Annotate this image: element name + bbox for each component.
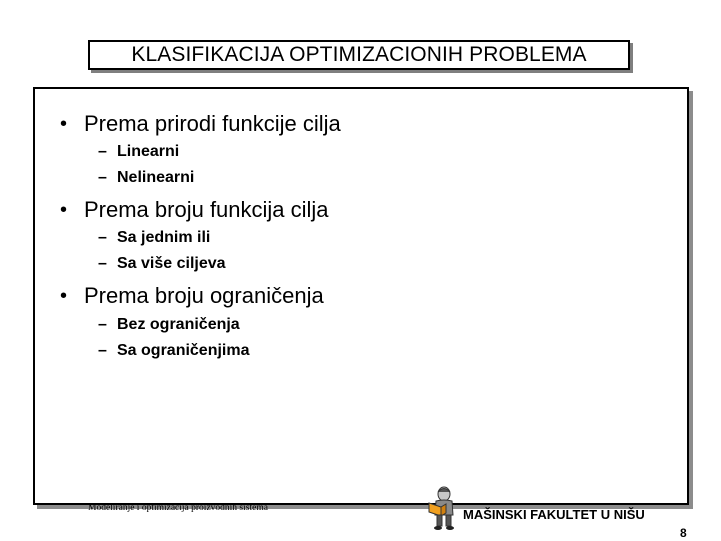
bullet-dot: • xyxy=(60,198,68,221)
bullet-dot: • xyxy=(60,284,68,307)
sub-item-label: Sa više ciljeva xyxy=(117,255,226,272)
footer-faculty-name: MAŠINSKI FAKULTET U NIŠU xyxy=(463,507,645,522)
sub-item-label: Nelinearni xyxy=(117,169,195,186)
sub-item-label: Sa jednim ili xyxy=(117,229,211,246)
bullet-item-2 xyxy=(60,197,329,223)
sub-item xyxy=(98,316,240,334)
sub-item-label: Bez ograničenja xyxy=(117,316,240,333)
bullet-item-3 xyxy=(60,283,324,309)
sub-item xyxy=(98,255,226,273)
slide-title: KLASIFIKACIJA OPTIMIZACIONIH PROBLEMA xyxy=(131,43,587,66)
title-box xyxy=(88,40,630,70)
bullet-item-1 xyxy=(60,111,341,137)
dash-marker: – xyxy=(98,143,107,160)
dash-marker: – xyxy=(98,255,107,272)
sub-item xyxy=(98,169,194,187)
dash-marker: – xyxy=(98,229,107,246)
bullet-label: Prema broju funkcija cilja xyxy=(84,197,329,222)
bullet-label: Prema broju ograničenja xyxy=(84,283,324,308)
page-number: 8 xyxy=(680,526,687,540)
sub-item xyxy=(98,143,179,161)
dash-marker: – xyxy=(98,169,107,186)
sub-item xyxy=(98,229,210,247)
bullet-label: Prema prirodi funkcije cilja xyxy=(84,111,341,136)
sub-item-label: Linearni xyxy=(117,143,180,160)
footer-course-name: Modeliranje i optimizacija proizvodnih sistema xyxy=(88,503,268,513)
bullet-dot: • xyxy=(60,112,68,135)
sub-item-label: Sa ograničenjima xyxy=(117,342,250,359)
content-box xyxy=(33,87,689,505)
student-reading-icon xyxy=(425,485,463,531)
sub-item xyxy=(98,342,250,360)
dash-marker: – xyxy=(98,316,107,333)
dash-marker: – xyxy=(98,342,107,359)
